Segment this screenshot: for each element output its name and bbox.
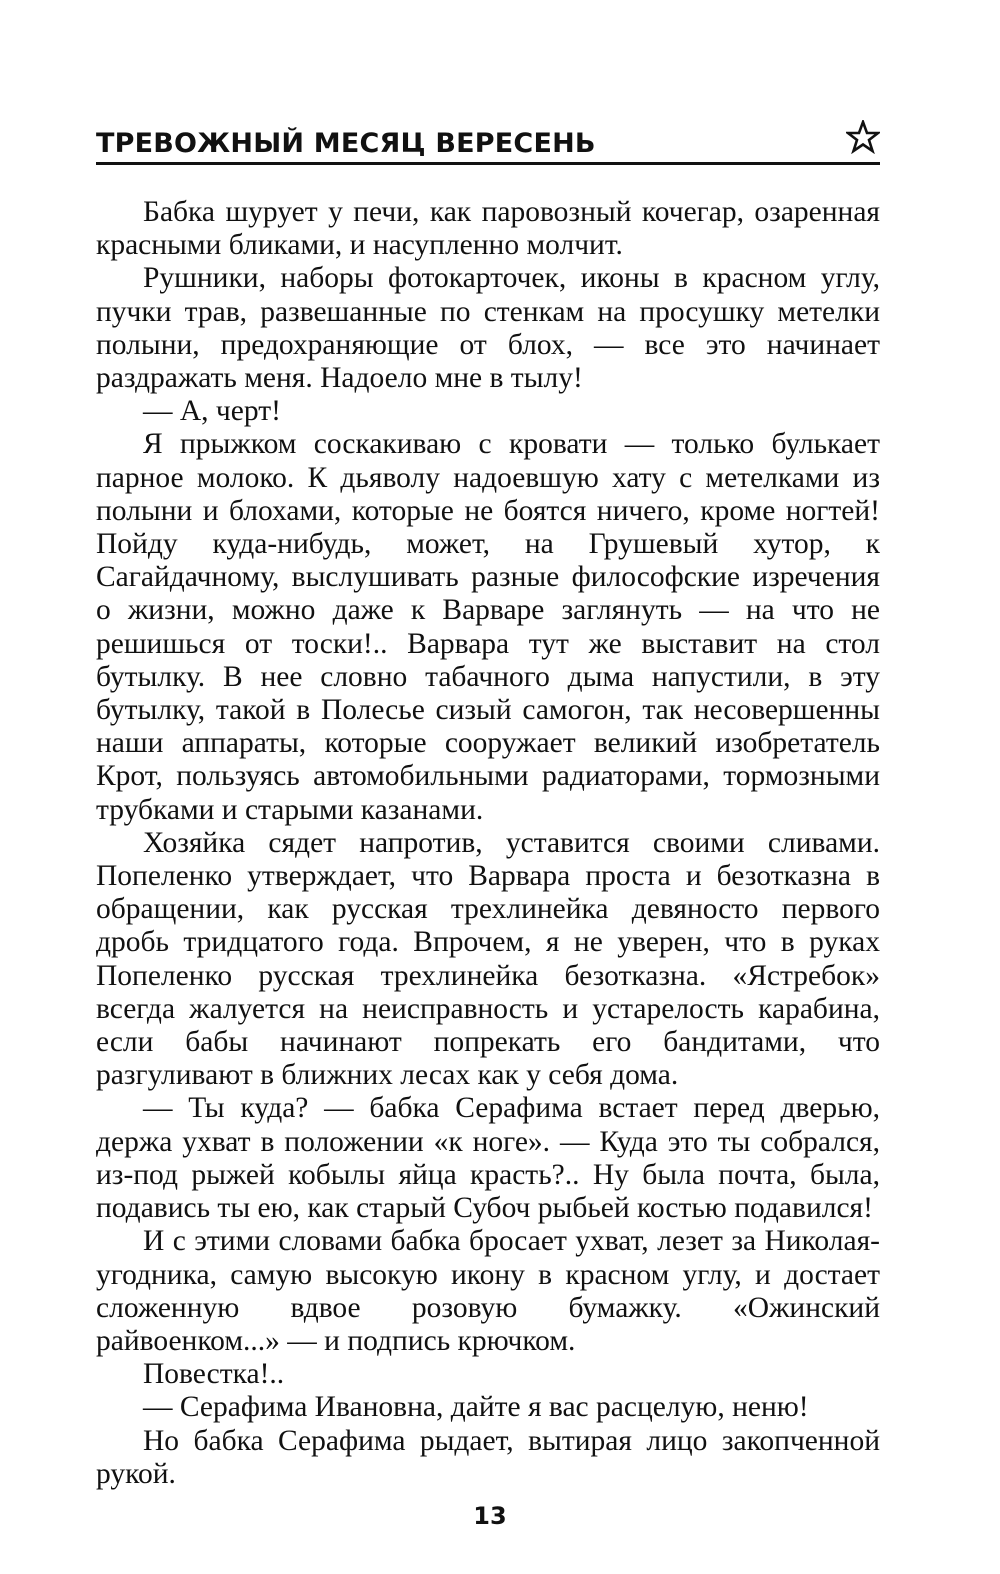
page-header — [96, 118, 880, 166]
paragraph: — Серафима Ивановна, дайте я вас расцелую, неню! — [143, 1391, 809, 1424]
paragraph: Бабка шурует у печи, как паровозный кочегар, озаренная красными бликами, и насупленно молчит. — [96, 196, 880, 262]
running-title: ТРЕВОЖНЫЙ МЕСЯЦ ВЕРЕСЕНЬ — [96, 128, 596, 159]
paragraph: И с этими словами бабка бросает ухват, лезет за Николая-угодника, самую высокую икону в красном углу, и достает сложенную вдвое розовую бумажку. «Ожинский райвоенком...» — и подпись крючком. — [96, 1225, 880, 1357]
paragraph: Повестка!.. — [143, 1358, 285, 1391]
paragraph: — Ты куда? — бабка Серафима встает перед дверью, держа ухват в положении «к ноге». — Куда это ты собрался, из-под рыжей кобылы яйца красть?.. Ну была почта, была, подавись ты ею, как старый Субоч рыбьей костью подавился! — [96, 1092, 880, 1225]
paragraph: — А, черт! — [143, 395, 281, 428]
paragraph: Рушники, наборы фотокарточек, иконы в красном углу, пучки трав, развешанные по стенкам на просушку метелки полыни, предохраняющие от блох, — все это начинает раздражать меня. Надоело мне в тылу! — [96, 262, 880, 395]
paragraph: Я прыжком соскакиваю с кровати — только булькает парное молоко. К дьяволу надоевшую хату с метелками из полыни и блохами, которые не боятся ничего, кроме ногтей! Пойду куда-нибудь, может, на Грушевый хутор, к Сагайдачному, выслушивать разные философские изречения о жизни, можно даже к Варваре заглянуть — на что не решишься от тоски!.. Варвара тут же выставит на стол бутылку. В нее словно табачного дыма напустили, в эту бутылку, такой в Полесье сизый самогон, так несовершенны наши аппараты, которые сооружает великий изобретатель Крот, пользуясь автомобильными радиаторами, тормозными трубками и старыми казанами. — [96, 428, 880, 826]
page-number: 13 — [473, 1502, 507, 1530]
paragraph: Но бабка Серафима рыдает, вытирая лицо закопченной рукой. — [96, 1424, 880, 1490]
header-rule — [96, 162, 880, 165]
star-outline-icon — [846, 120, 880, 154]
body-text — [96, 196, 880, 1491]
paragraph: Хозяйка сядет напротив, уставится своими сливами. Попеленко утверждает, что Варвара проста и безотказна в обращении, как русская трехлинейка девяносто первого дробь тридцатого года. Впрочем, я не уверен, что в руках Попеленко русская трехлинейка безотказна. «Ястребок» всегда жалуется на неисправность и устарелость карабина, если бабы начинают попрекать его бандитами, что разгуливают в ближних лесах как у себя дома. — [96, 826, 880, 1092]
